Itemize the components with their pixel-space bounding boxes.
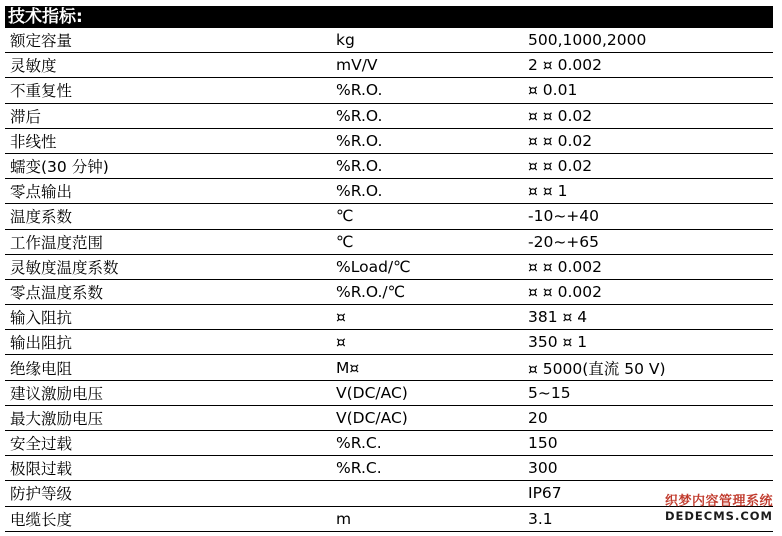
spec-unit-cell: kg [331,28,523,53]
spec-row [5,305,773,330]
spec-row [5,405,773,430]
spec-name-cell: 安全过载 [5,431,331,456]
spec-name-cell: 非线性 [5,128,331,153]
spec-table-title: 技术指标: [5,6,773,28]
spec-row [5,279,773,304]
spec-row [5,179,773,204]
spec-value-cell: ¤ ¤ 0.02 [523,128,773,153]
spec-unit-cell: ¤ [331,305,523,330]
spec-unit-cell [331,481,523,506]
spec-name-cell: 建议激励电压 [5,380,331,405]
spec-name-cell: 输出阻抗 [5,330,331,355]
spec-name-cell: 零点输出 [5,179,331,204]
spec-unit-cell: ℃ [331,204,523,229]
spec-row [5,53,773,78]
spec-row [5,380,773,405]
spec-name-cell: 滞后 [5,103,331,128]
spec-name-cell: 电缆长度 [5,506,331,531]
spec-value-cell: ¤ ¤ 0.002 [523,279,773,304]
spec-row [5,103,773,128]
spec-unit-cell: ¤ [331,330,523,355]
spec-table-body [5,28,773,531]
spec-value-cell: 5~15 [523,380,773,405]
spec-table [5,6,773,532]
spec-table-header-row [5,6,773,28]
spec-name-cell: 灵敏度温度系数 [5,254,331,279]
spec-value-cell: ¤ 0.01 [523,78,773,103]
spec-unit-cell: %R.C. [331,431,523,456]
spec-row [5,78,773,103]
spec-value-cell: 500,1000,2000 [523,28,773,53]
spec-row [5,128,773,153]
spec-unit-cell: %R.O. [331,153,523,178]
spec-name-cell: 绝缘电阻 [5,355,331,380]
spec-unit-cell: %R.O. [331,103,523,128]
spec-row [5,28,773,53]
spec-unit-cell: %Load/℃ [331,254,523,279]
spec-unit-cell: %R.O. [331,179,523,204]
spec-value-cell: 150 [523,431,773,456]
spec-name-cell: 输入阻抗 [5,305,331,330]
spec-name-cell: 防护等级 [5,481,331,506]
spec-row [5,153,773,178]
spec-value-cell: 3.1 [523,506,773,531]
spec-name-cell: 最大激励电压 [5,405,331,430]
spec-value-cell: 300 [523,456,773,481]
spec-name-cell: 温度系数 [5,204,331,229]
spec-value-cell: 350 ¤ 1 [523,330,773,355]
spec-name-cell: 不重复性 [5,78,331,103]
spec-name-cell: 工作温度范围 [5,229,331,254]
spec-row [5,506,773,531]
watermark [665,495,773,523]
spec-value-cell: ¤ ¤ 0.02 [523,103,773,128]
spec-value-cell: ¤ ¤ 0.002 [523,254,773,279]
spec-unit-cell: V(DC/AC) [331,405,523,430]
watermark-line-en: DEDECMS.COM [664,509,773,523]
spec-unit-cell: %R.O. [331,78,523,103]
spec-value-cell: 20 [523,405,773,430]
spec-name-cell: 蠕变(30 分钟) [5,153,331,178]
spec-value-cell: 2 ¤ 0.002 [523,53,773,78]
spec-unit-cell: ℃ [331,229,523,254]
spec-name-cell: 灵敏度 [5,53,331,78]
spec-unit-cell: %R.O. [331,128,523,153]
spec-unit-cell: %R.C. [331,456,523,481]
spec-value-cell: ¤ ¤ 1 [523,179,773,204]
spec-row [5,330,773,355]
spec-value-cell: IP67 [523,481,773,506]
spec-unit-cell: m [331,506,523,531]
spec-row [5,204,773,229]
spec-name-cell: 极限过载 [5,456,331,481]
spec-value-cell: ¤ ¤ 0.02 [523,153,773,178]
spec-row [5,431,773,456]
spec-value-cell: -20~+65 [523,229,773,254]
spec-row [5,481,773,506]
spec-value-cell: -10~+40 [523,204,773,229]
spec-row [5,229,773,254]
spec-row [5,355,773,380]
spec-unit-cell: mV/V [331,53,523,78]
spec-row [5,456,773,481]
spec-unit-cell: M¤ [331,355,523,380]
spec-unit-cell: V(DC/AC) [331,380,523,405]
spec-name-cell: 零点温度系数 [5,279,331,304]
spec-unit-cell: %R.O./℃ [331,279,523,304]
watermark-line-cn: 织梦内容管理系统 [664,494,773,509]
spec-value-cell: ¤ 5000(直流 50 V) [523,355,773,380]
spec-value-cell: 381 ¤ 4 [523,305,773,330]
spec-name-cell: 额定容量 [5,28,331,53]
spec-row [5,254,773,279]
